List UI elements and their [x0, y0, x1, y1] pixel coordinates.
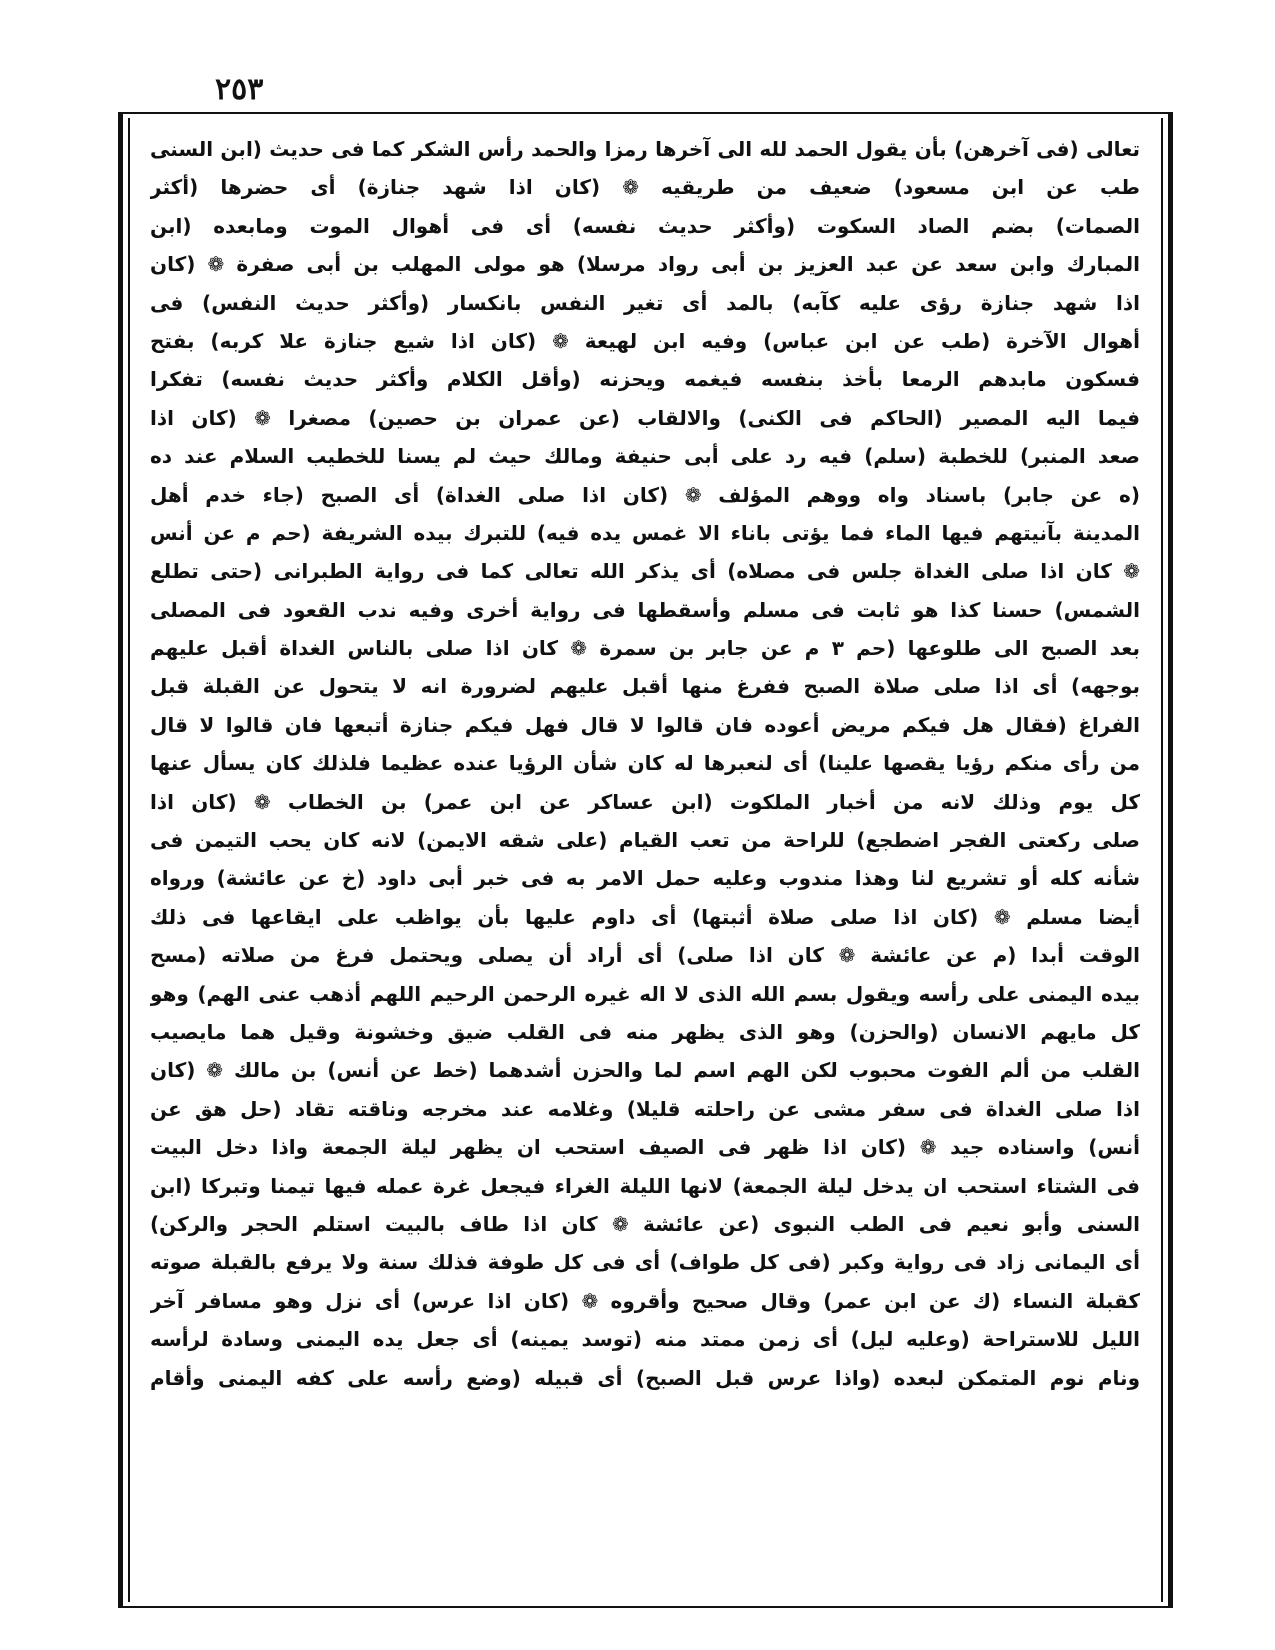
text-line: ❁ كان اذا صلى الغداة جلس فى مصلاه) أى يذكر الله تعالى كما فى رواية الطبرانى (حتى تطلع	[150, 559, 1140, 584]
text-line: الصمات) بضم الصاد السكوت (وأكثر حديث نفسه) أى فى أهوال الموت ومابعده (ابن	[150, 213, 1140, 238]
text-line: فسكون مابدهم الرمعا بأخذ بنفسه فيغمه ويحزنه (وأقل الكلام وأكثر حديث نفسه) تفكرا	[150, 367, 1140, 392]
text-line: الوقت أبدا (م عن عائشة ❁ كان اذا صلى) أى أراد أن يصلى ويحتمل فرغ من صلاته (مسح	[150, 943, 1140, 968]
text-line: أهوال الآخرة (طب عن ابن عباس) وفيه ابن لهيعة ❁ (كان اذا شيع جنازة علا كربه) بفتح	[150, 328, 1140, 353]
text-line	[150, 1397, 1140, 1435]
text-line	[150, 1512, 1140, 1550]
text-line: صلى ركعتى الفجر اضطجع) للراحة من تعب القيام (على شقه الايمن) لانه كان يحب التيمن فى	[150, 828, 1140, 853]
text-line: المدينة بآنيتهم فيها الماء فما يؤتى باناء الا غمس يده فيه) للتبرك بيده الشريفة (حم م عن أنس	[150, 520, 1140, 545]
text-line: فيما اليه المصير (الحاكم فى الكنى) والالقاب (عن عمران بن حصين) مصغرا ❁ (كان اذا	[150, 405, 1140, 430]
text-line: تعالى (فى آخرهن) بأن يقول الحمد لله الى آخرها رمزا والحمد رأس الشكر كما فى حديث (ابن السنى	[150, 137, 1140, 161]
text-line: طب عن ابن مسعود) ضعيف من طريقيه ❁ (كان اذا شهد جنازة) أى حضرها (أكثر	[150, 175, 1140, 200]
text-line: (ه عن جابر) باسناد واه ووهم المؤلف ❁ (كان اذا صلى الغداة) أى الصبح (جاء خدم أهل	[150, 482, 1140, 507]
text-line: بيده اليمنى على رأسه ويقول بسم الله الذى لا اله غيره الرحمن الرحيم اللهم أذهب عنى الهم) وهو	[150, 981, 1140, 1006]
text-line: كل مايهم الانسان (والحزن) وهو الذى يظهر منه فى القلب ضيق وخشونة وقيل هما مايصيب	[150, 1019, 1140, 1044]
text-line: المبارك وابن سعد عن عبد العزيز بن أبى رواد مرسلا) هو مولى المهلب بن أبى صفرة ❁ (كان	[150, 252, 1140, 277]
text-line: أنس) واسناده جيد ❁ (كان اذا ظهر فى الصيف استحب ان يظهر ليلة الجمعة واذا دخل البيت	[150, 1135, 1140, 1160]
text-line: الليل للاستراحة (وعليه ليل) أى زمن ممتد منه (توسد يمينه) أى جعل يده اليمنى وسادة لرأسه	[150, 1327, 1140, 1352]
text-line: كقبلة النساء (ك عن ابن عمر) وقال صحيح وأقروه ❁ (كان اذا عرس) أى نزل وهو مسافر آخر	[150, 1288, 1140, 1313]
text-line: كل يوم وذلك لانه من أخبار الملكوت (ابن عساكر عن ابن عمر) بن الخطاب ❁ (كان اذا	[150, 789, 1140, 814]
text-line: اذا صلى الغداة فى سفر مشى عن راحلته قليلا) وغلامه عند مخرجه وناقته تقاد (حل هق عن	[150, 1096, 1140, 1121]
text-line: السنى وأبو نعيم فى الطب النبوى (عن عائشة ❁ كان اذا طاف بالبيت استلم الحجر والركن)	[150, 1211, 1140, 1236]
page-number: ٢٥٣	[215, 72, 264, 107]
text-line: القلب من ألم الفوت محبوب لكن الهم اسم لما والحزن أشدهما (خط عن أنس) بن مالك ❁ (كان	[150, 1058, 1140, 1083]
text-line: صعد المنبر) للخطبة (سلم) فيه رد على أبى حنيفة ومالك حيث لم يسنا للخطيب السلام عند ده	[150, 444, 1140, 469]
text-line: من رأى منكم رؤيا يقصها علينا) أى لنعبرها له كان شأن الرؤيا عنده عظيما فلذلك كان يسأل عنها	[150, 751, 1140, 776]
text-line: أى اليمانى زاد فى رواية وكبر (فى كل طواف) أى فى كل طوفة فذلك سنة ولا يرفع بالقبلة صوته	[150, 1250, 1140, 1275]
text-line: اذا شهد جنازة رؤى عليه كآبه) بالمد أى تغير النفس بانكسار (وأكثر حديث النفس) فى	[150, 290, 1140, 315]
text-line: الشمس) حسنا كذا هو ثابت فى مسلم وأسقطها فى رواية أخرى وفيه ندب القعود فى المصلى	[150, 597, 1140, 622]
text-line: الفراغ (فقال هل فيكم مريض أعوده فان قالوا لا قال فهل فيكم جنازة أتبعها فان قالوا لا قال	[150, 712, 1140, 737]
text-line: أيضا مسلم ❁ (كان اذا صلى صلاة أثبتها) أى داوم عليها بأن يواظب على ايقاعها فى ذلك	[150, 904, 1140, 929]
text-line: شأنه كله أو تشريع لنا وهذا مندوب وعليه حمل الامر به فى خبر أبى داود (خ عن عائشة) ورواه	[150, 866, 1140, 891]
text-line: بوجهه) أى اذا صلى صلاة الصبح ففرغ منها أقبل عليهم لضرورة انه لا يتحول عن القبلة قبل	[150, 674, 1140, 699]
text-line: بعد الصبح الى طلوعها (حم ٣ م عن جابر بن سمرة ❁ كان اذا صلى بالناس الغداة أقبل عليهم	[150, 636, 1140, 661]
text-block	[150, 130, 1140, 1570]
text-line	[150, 1550, 1140, 1570]
text-line	[150, 1474, 1140, 1512]
text-line	[150, 1435, 1140, 1473]
text-line: فى الشتاء استحب ان يدخل ليلة الجمعة) لانها الليلة الغراء فيجعل غرة عمله فيها تيمنا وتبركا (ابن	[150, 1173, 1140, 1198]
text-line: ونام نوم المتمكن لبعده (واذا عرس قبل الصبح) أى قبيله (وضع رأسه على كفه اليمنى وأقام	[150, 1365, 1140, 1390]
